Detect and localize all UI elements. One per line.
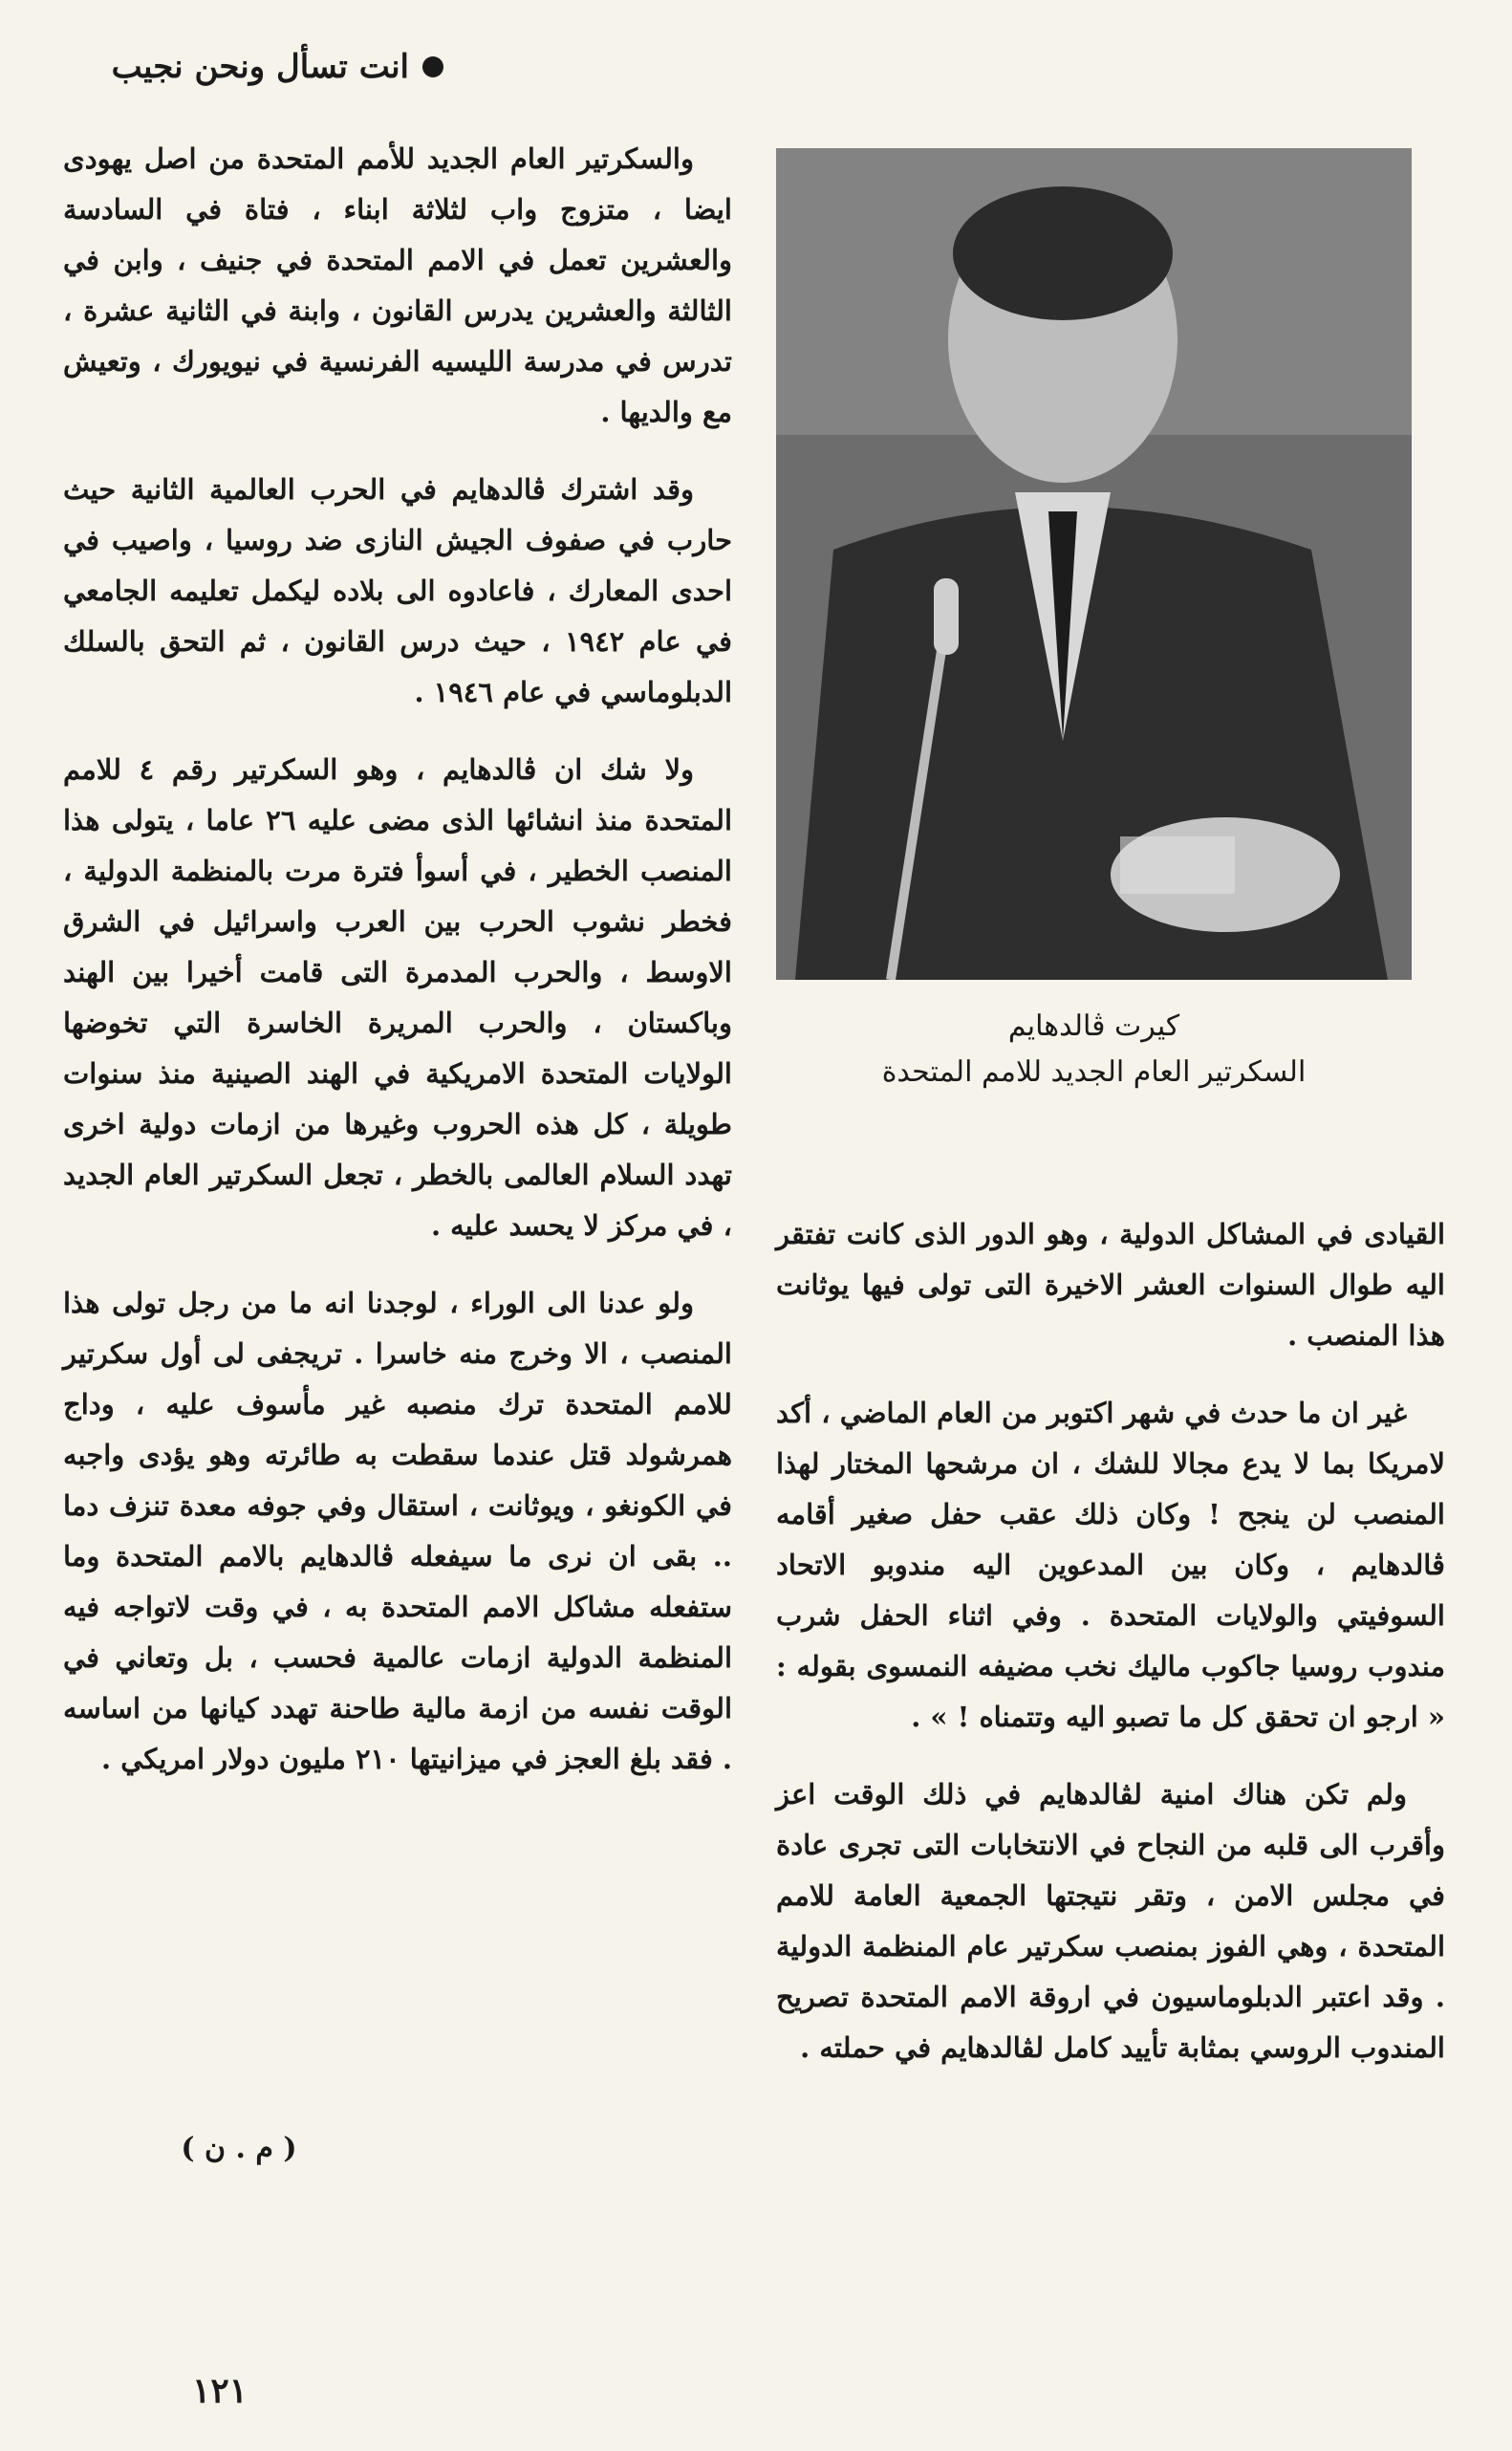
photo-caption xyxy=(776,1004,1412,1095)
article-paragraph: ولو عدنا الى الوراء ، لوجدنا انه ما من رجل تولى هذا المنصب ، الا وخرج منه خاسرا . تريجفى لى أول سكرتير للامم المتحدة ترك منصبه غير مأسوف عليه ، وداج همرشولد قتل عندما سقطت به طائرته وهو يؤدى واجبه في الكونغو ، ويوثانت ، استقال وفي جوفه معدة تنزف دما .. بقى ان نرى ما سيفعله ڤالدهايم بالامم المتحدة وما ستفعله مشاكل الامم المتحدة به ، في وقت لاتواجه فيه المنظمة الدولية ازمات عالمية فحسب ، بل وتعاني في الوقت نفسه من ازمة مالية طاحنة تهدد كيانها من اساسه . فقد بلغ العجز في ميزانيتها ٢١٠ مليون دولار امريكي . xyxy=(63,1287,732,1775)
caption-name: كيرت ڤالدهايم xyxy=(1007,1009,1180,1043)
section-title: انت تسأل ونحن نجيب xyxy=(111,48,409,86)
section-header xyxy=(42,38,443,96)
article-paragraph: وقد اشترك ڤالدهايم في الحرب العالمية الثانية حيث حارب في صفوف الجيش النازى ضد روسيا ، واصيب في احدى المعارك ، فاعادوه الى بلاده ليكمل تعليمه الجامعي في عام ١٩٤٢ ، حيث درس القانون ، ثم التحق بالسلك الدبلوماسي في عام ١٩٤٦ . xyxy=(63,473,732,708)
caption-title: السكرتير العام الجديد للامم المتحدة xyxy=(881,1055,1307,1089)
right-article-column xyxy=(776,1209,1445,2100)
article-paragraph: غير ان ما حدث في شهر اكتوبر من العام الماضي ، أكد لامريكا بما لا يدع مجالا للشك ، ان مرشحها المختار لهذا المنصب لن ينجح ! وكان ذلك عقب حفل صغير أقامه ڤالدهايم ، وكان بين المدعوين اليه مندوبو الاتحاد السوفيتي والولايات المتحدة . وفي اثناء الحفل شرب مندوب روسيا جاكوب ماليك نخب مضيفه النمسوى بقوله : « ارجو ان تحقق كل ما تصبو اليه وتتمناه ! » . xyxy=(776,1397,1445,1733)
article-paragraph: القيادى في المشاكل الدولية ، وهو الدور الذى كانت تفتقر اليه طوال السنوات العشر الاخيرة التى تولى فيها يوثانت هذا المنصب . xyxy=(776,1218,1445,1352)
bullet-icon xyxy=(422,56,443,77)
article-paragraph: ولم تكن هناك امنية لڤالدهايم في ذلك الوقت اعز وأقرب الى قلبه من النجاح في الانتخابات التى تجرى عادة في مجلس الامن ، وتقر نتيجتها الجمعية العامة للامم المتحدة ، وهي الفوز بمنصب سكرتير عام المنظمة الدولية . وقد اعتبر الدبلوماسيون في اروقة الامم المتحدة تصريح المندوب الروسي بمثابة تأييد كامل لڤالدهايم في حملته . xyxy=(776,1778,1445,2064)
page-number: ١٢١ xyxy=(191,2371,248,2411)
article-paragraph: والسكرتير العام الجديد للأمم المتحدة من اصل يهودى ايضا ، متزوج واب لثلاثة ابناء ، فتاة في السادسة والعشرين تعمل في الامم المتحدة في جنيف ، وابن في الثالثة والعشرين يدرس القانون ، وابنة في الثانية عشرة ، تدرس في مدرسة الليسيه الفرنسية في نيويورك ، وتعيش مع والديها . xyxy=(63,142,732,428)
left-article-column xyxy=(63,134,732,1811)
author-signature: ( م . ن ) xyxy=(181,2132,297,2165)
portrait-illustration xyxy=(776,148,1412,980)
portrait-photo xyxy=(776,148,1412,980)
article-paragraph: ولا شك ان ڤالدهايم ، وهو السكرتير رقم ٤ للامم المتحدة منذ انشائها الذى مضى عليه ٢٦ عاما ، يتولى هذا المنصب الخطير ، في أسوأ فترة مرت بالمنظمة الدولية ، فخطر نشوب الحرب بين العرب واسرائيل في الشرق الاوسط ، والحرب المدمرة التى قامت أخيرا بين الهند وباكستان ، والحرب المريرة الخاسرة التي تخوضها الولايات المتحدة الامريكية في الهند الصينية منذ سنوات طويلة ، كل هذه الحروب وغيرها من ازمات دولية اخرى تهدد السلام العالمى بالخطر ، تجعل السكرتير العام الجديد ، في مركز لا يحسد عليه . xyxy=(63,753,733,1242)
